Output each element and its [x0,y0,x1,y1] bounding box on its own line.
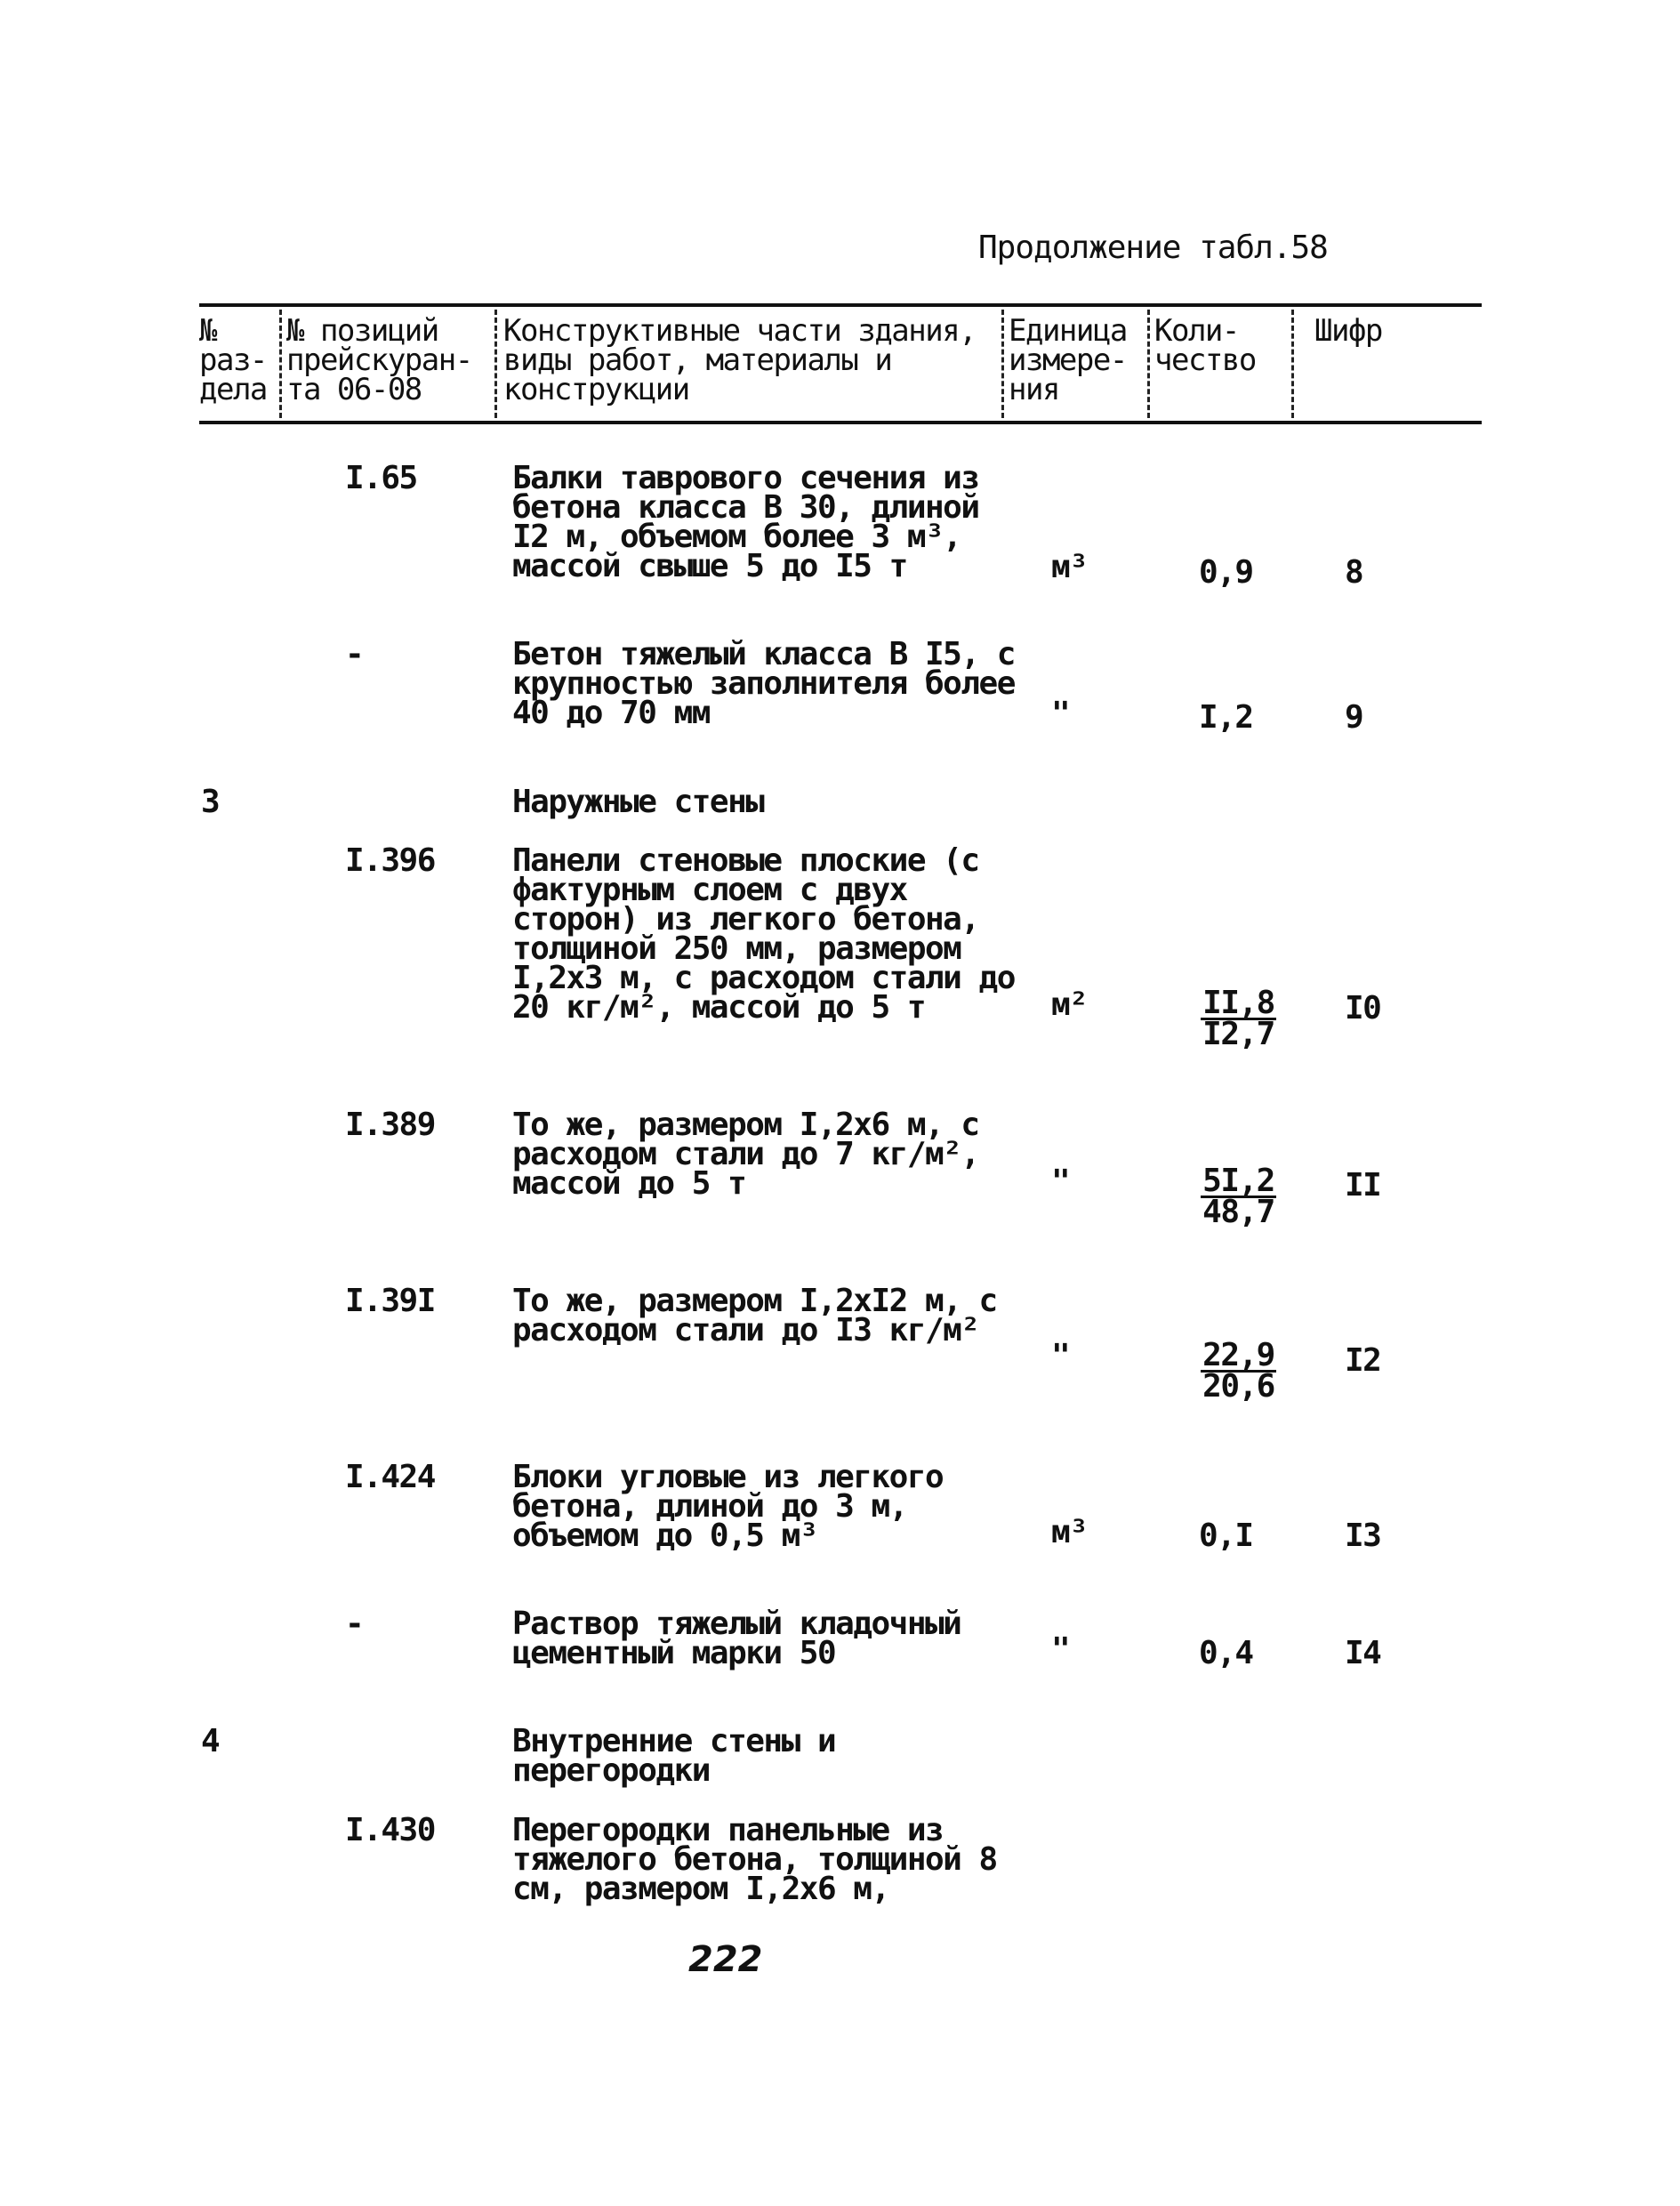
header-quantity: Коли- чество [1154,313,1256,378]
quantity-numerator: 5I,2 [1201,1167,1276,1198]
row-unit: м³ [1051,1514,1088,1550]
row-position: I.396 [345,842,435,879]
row-quantity: I,2 [1199,699,1253,736]
row-quantity: 0,I [1199,1518,1253,1554]
row-quantity: 0,9 [1199,554,1253,591]
row-description: То же, размером I,2x6 м, с расходом стали до 7 кг/м², массой до 5 т [512,1107,979,1202]
header-divider [1291,310,1294,418]
quantity-denominator: I2,7 [1202,1016,1274,1052]
row-code: I4 [1345,1635,1381,1671]
row-code: 9 [1345,699,1363,736]
header-unit: Единица измере- ния [1009,313,1127,407]
header-code: Шифр [1314,313,1382,349]
row-unit: " [1051,1631,1070,1668]
row-description: Бетон тяжелый класса В I5, с крупностью заполнителя более 40 до 70 мм [512,636,1015,731]
row-position: I.389 [345,1107,435,1143]
row-code: 8 [1345,554,1363,591]
table-top-rule [199,303,1482,307]
row-description: То же, размером I,2xI2 м, с расходом стали до I3 кг/м² [512,1283,997,1349]
row-position: I.430 [345,1812,435,1848]
row-position: I.65 [345,460,417,496]
row-code: II [1345,1167,1381,1204]
section-number: 4 [201,1723,220,1759]
row-unit: " [1051,1163,1070,1200]
row-description: Перегородки панельные из тяжелого бетона, толщиной 8 см, размером I,2x6 м, [512,1812,997,1907]
row-position: I.424 [345,1459,435,1495]
header-divider [494,310,497,418]
section-title: Наружные стены [512,784,764,820]
row-unit: " [1051,696,1070,732]
page-number: 222 [688,1939,763,1980]
table-header-rule [199,421,1482,424]
header-divider [279,310,282,418]
quantity-denominator: 20,6 [1202,1368,1274,1405]
row-quantity: 0,4 [1199,1635,1253,1671]
row-unit: м² [1051,986,1088,1023]
row-code: I2 [1345,1342,1381,1379]
header-divider [1147,310,1150,418]
row-position: I.39I [345,1283,435,1319]
row-unit: м³ [1051,549,1088,585]
row-quantity-fraction [1201,1337,1276,1405]
row-quantity-fraction [1201,985,1276,1052]
row-code: I3 [1345,1518,1381,1554]
quantity-numerator: II,8 [1201,989,1276,1020]
header-divider [1001,310,1004,418]
row-code: I0 [1345,990,1381,1027]
header-section-no: № раз- дела [199,313,267,407]
continuation-title: Продолжение табл.58 [978,229,1328,266]
row-position: - [345,1606,364,1642]
row-position: - [345,636,364,672]
row-description: Панели стеновые плоские (с фактурным слоем с двух сторон) из легкого бетона, толщиной 250 мм, размером I,2x3 м, с расходом стали до 20 кг/м², массой до 5 т [512,842,1015,1026]
section-title: Внутренние стены и перегородки [512,1723,836,1789]
row-unit: " [1051,1338,1070,1374]
row-description: Балки таврового сечения из бетона класса В 30, длиной I2 м, объемом более 3 м³, массой свыше 5 до I5 т [512,460,979,584]
quantity-numerator: 22,9 [1201,1341,1276,1373]
row-description: Раствор тяжелый кладочный цементный марки 50 [512,1606,961,1671]
row-description: Блоки угловые из легкого бетона, длиной до 3 м, объемом до 0,5 м³ [512,1459,944,1554]
row-quantity-fraction [1201,1163,1276,1230]
header-description: Конструктивные части здания, виды работ, материалы и конструкции [503,313,977,407]
header-position-no: № позиций прейскуран- та 06-08 [286,313,472,407]
quantity-denominator: 48,7 [1202,1194,1274,1230]
section-number: 3 [201,784,220,820]
